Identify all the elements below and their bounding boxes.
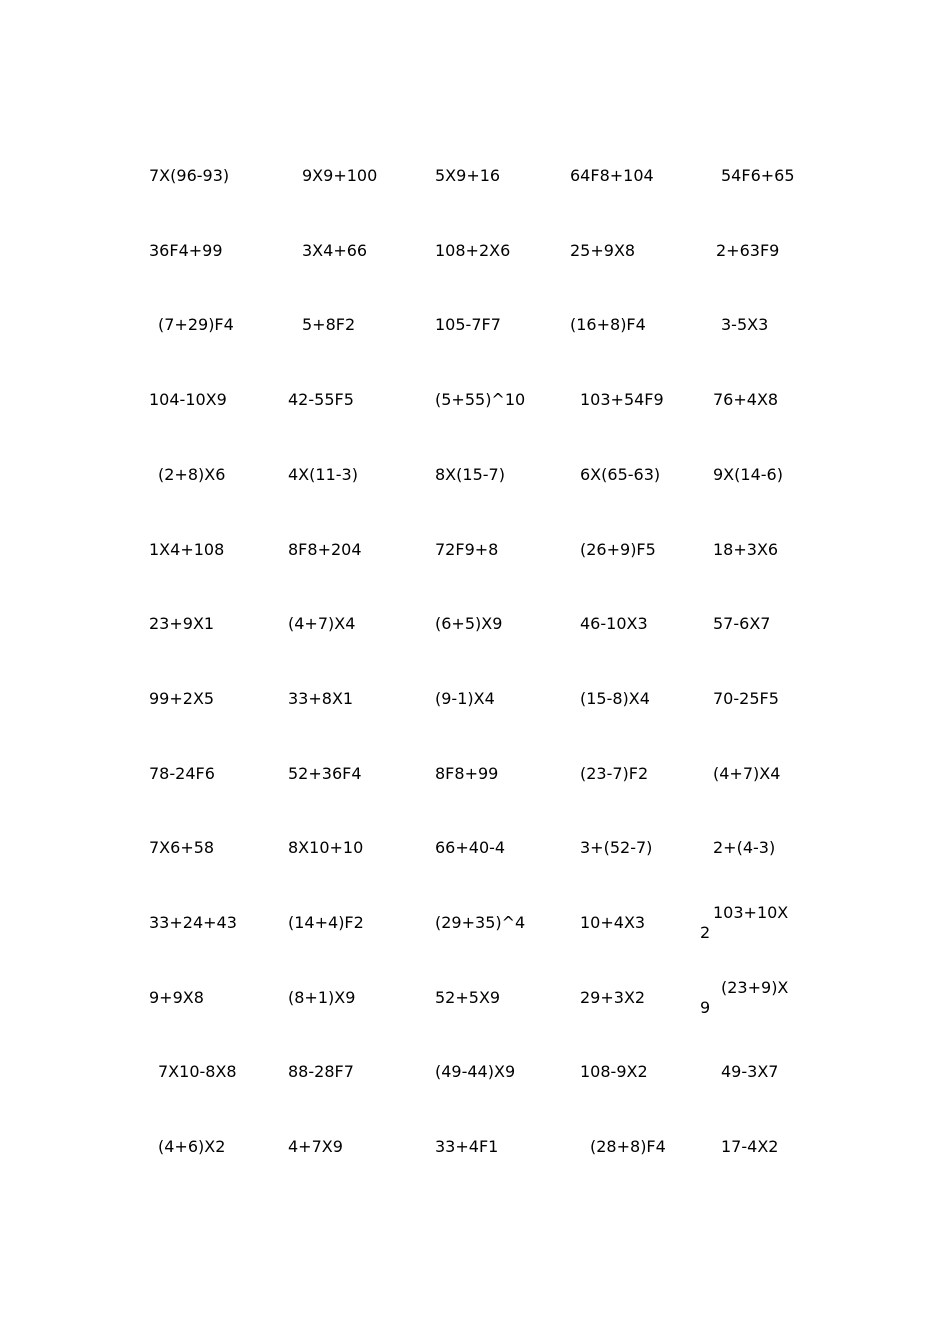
math-problem: 66+40-4	[435, 838, 506, 857]
math-problem: 8F8+99	[435, 764, 499, 783]
math-problem: 3X4+66	[302, 241, 368, 260]
math-problem: 49-3X7	[721, 1062, 779, 1081]
math-problem: 76+4X8	[713, 390, 779, 409]
math-problem: 108-9X2	[580, 1062, 648, 1081]
math-problem: (6+5)X9	[435, 614, 503, 633]
math-problem: 8F8+204	[288, 540, 362, 559]
math-problem: (2+8)X6	[158, 465, 226, 484]
math-problem: 4+7X9	[288, 1137, 343, 1156]
problem-wrapped-line1: (23+9)X	[721, 978, 789, 997]
math-problem: (7+29)F4	[158, 315, 234, 334]
math-problem: 23+9X1	[149, 614, 215, 633]
math-problem: 7X6+58	[149, 838, 215, 857]
math-problem: 70-25F5	[713, 689, 779, 708]
math-problem: 8X(15-7)	[435, 465, 505, 484]
math-problem: 57-6X7	[713, 614, 771, 633]
math-problem: (4+7)X4	[713, 764, 781, 783]
math-problem: 5+8F2	[302, 315, 356, 334]
math-problem: (9-1)X4	[435, 689, 495, 708]
math-problem: 5X9+16	[435, 166, 501, 185]
math-problem: 33+4F1	[435, 1137, 499, 1156]
math-problem: 108+2X6	[435, 241, 511, 260]
math-problem: 3+(52-7)	[580, 838, 653, 857]
math-problem: 52+5X9	[435, 988, 501, 1007]
math-problem: 104-10X9	[149, 390, 227, 409]
math-problem: (29+35)^4	[435, 913, 526, 932]
math-problem: (14+4)F2	[288, 913, 364, 932]
math-problem: 3-5X3	[721, 315, 769, 334]
math-problem: 6X(65-63)	[580, 465, 661, 484]
math-problem: 52+36F4	[288, 764, 362, 783]
math-problem: (4+6)X2	[158, 1137, 226, 1156]
math-problem: 18+3X6	[713, 540, 779, 559]
math-problem: 42-55F5	[288, 390, 354, 409]
math-problem: 4X(11-3)	[288, 465, 358, 484]
math-problem: 7X(96-93)	[149, 166, 230, 185]
math-problem: (8+1)X9	[288, 988, 356, 1007]
math-problem: 72F9+8	[435, 540, 499, 559]
math-problem: 9X9+100	[302, 166, 378, 185]
math-problem: 10+4X3	[580, 913, 646, 932]
math-problem: 25+9X8	[570, 241, 636, 260]
math-problem: (49-44)X9	[435, 1062, 516, 1081]
math-problem: 9+9X8	[149, 988, 204, 1007]
math-problem: 1X4+108	[149, 540, 225, 559]
math-problem: 9X(14-6)	[713, 465, 783, 484]
math-problem: 105-7F7	[435, 315, 501, 334]
math-problem: (4+7)X4	[288, 614, 356, 633]
math-problem: 54F6+65	[721, 166, 795, 185]
math-problem: 7X10-8X8	[158, 1062, 237, 1081]
math-problem: (26+9)F5	[580, 540, 656, 559]
problem-wrapped-line1: 103+10X	[713, 903, 789, 922]
math-problem: 2+(4-3)	[713, 838, 776, 857]
math-problem: 29+3X2	[580, 988, 646, 1007]
math-problem: 8X10+10	[288, 838, 364, 857]
math-problem: 36F4+99	[149, 241, 223, 260]
math-problem: 64F8+104	[570, 166, 654, 185]
math-problem: (23-7)F2	[580, 764, 649, 783]
math-problem: 103+54F9	[580, 390, 664, 409]
math-problem: 33+24+43	[149, 913, 237, 932]
problem-wrapped-line2: 9	[700, 998, 711, 1017]
math-problem: (16+8)F4	[570, 315, 646, 334]
math-problem: 17-4X2	[721, 1137, 779, 1156]
math-problem: 99+2X5	[149, 689, 215, 708]
math-problem: 46-10X3	[580, 614, 648, 633]
math-problem: 78-24F6	[149, 764, 215, 783]
math-problem: (28+8)F4	[590, 1137, 666, 1156]
math-problem: (15-8)X4	[580, 689, 650, 708]
math-problem: 33+8X1	[288, 689, 354, 708]
math-problem: (5+55)^10	[435, 390, 526, 409]
math-problem: 88-28F7	[288, 1062, 354, 1081]
math-problem: 2+63F9	[716, 241, 780, 260]
problem-wrapped-line2: 2	[700, 923, 711, 942]
